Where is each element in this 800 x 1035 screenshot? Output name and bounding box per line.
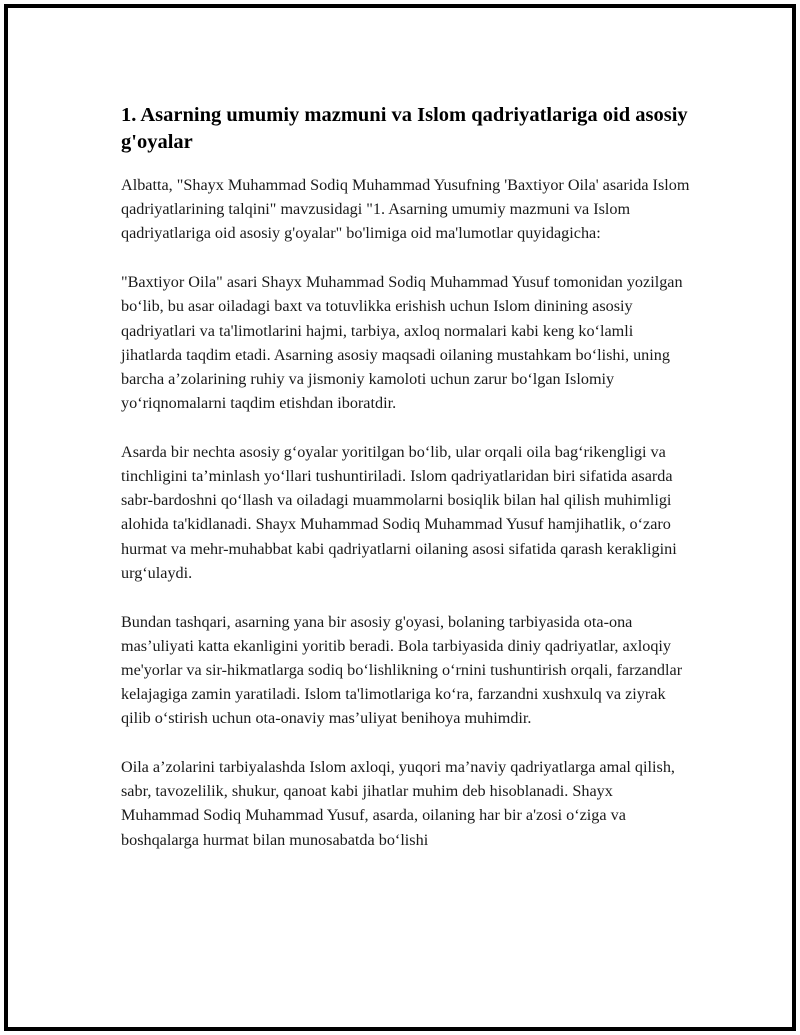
page-frame: [4, 4, 796, 1031]
paragraph-intro: Albatta, "Shayx Muhammad Sodiq Muhammad Yusufning 'Baxtiyor Oila' asarida Islom qadriyatlarining talqini" mavzusidagi "1. Asarning umumiy mazmuni va Islom qadriyatlariga oid asosiy g'oyalar" bo'limiga oid ma'lumotlar quyidagicha:: [121, 176, 690, 243]
section-heading: 1. Asarning umumiy mazmuni va Islom qadriyatlariga oid asosiy g'oyalar: [121, 104, 688, 153]
paragraph-child-upbringing: Bundan tashqari, asarning yana bir asosiy g'oyasi, bolaning tarbiyasida ota-ona mas’uliyati katta ekanligini yoritib beradi. Bola tarbiyasida diniy qadriyatlar, axloqiy me'yorlar va sir-hikmatlarga sodiq bo‘lishlikning o‘rnini tushuntirish orqali, farzandlar kelajagiga zamin yaratiladi. Islom ta'limotlariga ko‘ra, farzandni xushxulq va ziyrak qilib o‘stirish uchun ota-onaviy mas’uliyat benihoya muhimdir.: [121, 612, 683, 728]
document-body: [121, 102, 691, 876]
paragraph-key-ideas: Asarda bir nechta asosiy g‘oyalar yoritilgan bo‘lib, ular orqali oila bag‘rikengligi va tinchligini ta’minlash yo‘llari tushuntiriladi. Islom qadriyatlaridan biri sifatida asarda sabr-bardoshni qo‘llash va oiladagi muammolarni bosiqlik bilan hal qilish muhimligi alohida ta'kidlanadi. Shayx Muhammad Sodiq Muhammad Yusuf hamjihatlik, o‘zaro hurmat va mehr-muhabbat kabi qadriyatlarni oilaning asosi sifatida qarash kerakligini urg‘ulaydi.: [121, 442, 677, 582]
paragraph-overview: "Baxtiyor Oila" asari Shayx Muhammad Sodiq Muhammad Yusuf tomonidan yozilgan bo‘lib, bu asar oiladagi baxt va totuvlikka erishish uchun Islom dinining asosiy qadriyatlari va ta'limotlarini hajmi, tarbiya, axloq normalari kabi keng ko‘lamli jihatlarda taqdim etadi. Asarning asosiy maqsadi oilaning mustahkam bo‘lishi, uning barcha a’zolarining ruhiy va jismoniy kamoloti uchun zarur bo‘lgan Islomiy yo‘riqnomalarni taqdim etishdan iboratdir.: [121, 273, 683, 413]
paragraph-family-ethics: Oila a’zolarini tarbiyalashda Islom axloqi, yuqori ma’naviy qadriyatlarga amal qilish, sabr, tavozelilik, shukur, qanoat kabi jihatlar muhim deb hisoblanadi. Shayx Muhammad Sodiq Muhammad Yusuf, asarda, oilaning har bir a'zosi o‘ziga va boshqalarga hurmat bilan munosabatda bo‘lishi: [121, 758, 675, 849]
